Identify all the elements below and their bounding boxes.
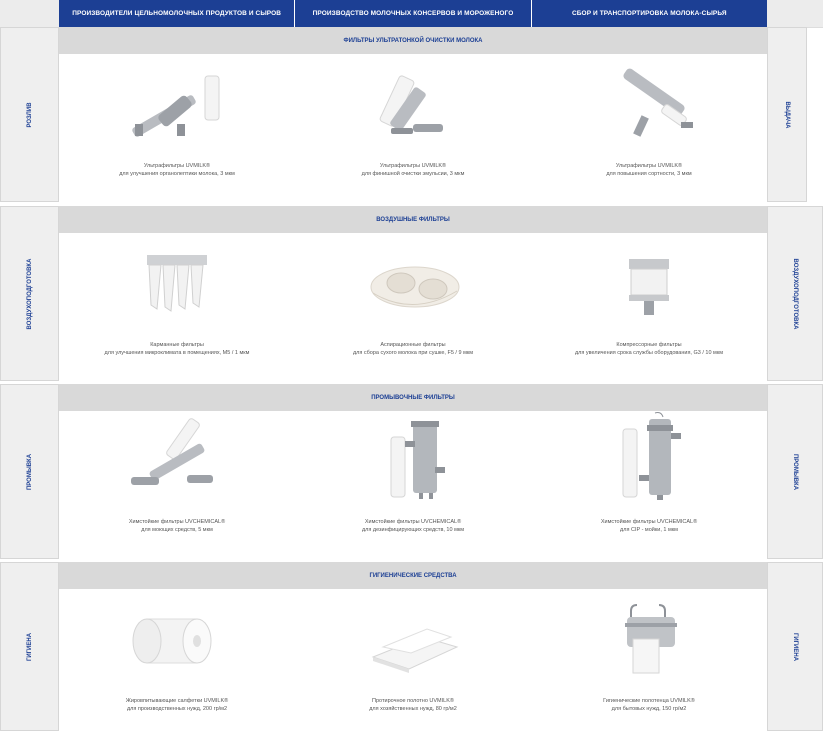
product-desc: для увеличения срока службы оборудования, G3 / 10 мкм: [574, 350, 724, 356]
product-card[interactable]: [295, 411, 531, 559]
product-desc: для улучшения органолептики молока, 3 мкм: [119, 171, 235, 177]
product-card[interactable]: [531, 589, 767, 731]
side-label-text: ГИГИЕНА: [26, 632, 33, 661]
side-label-left: [0, 384, 59, 559]
product-name: Карманные фильтры: [150, 342, 204, 348]
header-corner-left: [0, 0, 59, 28]
side-label-right: [767, 206, 823, 381]
section-title: ГИГИЕНИЧЕСКИЕ СРЕДСТВА: [59, 562, 767, 589]
product-name: Ультрафильтры UVMILK®: [379, 163, 447, 169]
towel-holder-icon: [531, 599, 767, 679]
side-label-left: [0, 206, 59, 381]
side-label-text: РОЗЛИВ: [26, 101, 33, 128]
product-name: Аспирационные фильтры: [380, 342, 446, 348]
y-strainer-icon: [59, 415, 295, 495]
product-card[interactable]: [531, 54, 767, 202]
section-title: ПРОМЫВОЧНЫЕ ФИЛЬТРЫ: [59, 384, 767, 411]
product-card[interactable]: [295, 233, 531, 381]
side-label-text: ПРОМЫВКА: [26, 453, 33, 490]
product-card[interactable]: [531, 233, 767, 381]
product-desc: для CIP - мойки, 1 мкм: [620, 527, 678, 533]
product-name: Протирочное полотно UVMILK®: [372, 698, 454, 704]
side-label-right: [767, 562, 823, 731]
product-desc: для бытовых нужд, 150 гр/м2: [611, 706, 687, 712]
product-desc: для финишной очистки эмульсии, 3 мкм: [361, 171, 465, 177]
product-desc: для моющих средств, 5 мкм: [141, 527, 213, 533]
product-card[interactable]: [295, 54, 531, 202]
product-name: Компрессорные фильтры: [616, 342, 682, 348]
side-label-left: [0, 27, 59, 202]
product-name: Химстойкие фильтры UVCHEMICAL®: [600, 519, 698, 525]
product-desc: для производственных нужд, 200 гр/м2: [126, 706, 228, 712]
product-desc: для дезинфицирующих средств, 10 мкм: [361, 527, 465, 533]
cloth-icon: [295, 607, 531, 687]
product-name: Ультрафильтры UVMILK®: [143, 163, 211, 169]
header-col-transport: СБОР И ТРАНСПОРТИРОВКА МОЛОКА-СЫРЬЯ: [531, 0, 767, 27]
side-label-text: ВОЗДУХОПОДГОТОВКА: [792, 258, 798, 329]
section-title: ВОЗДУШНЫЕ ФИЛЬТРЫ: [59, 206, 767, 233]
product-desc: для улучшения микроклимата в помещениях, M5 / 1 мкм: [104, 350, 250, 356]
header-corner-right: [767, 0, 823, 28]
side-label-text: ВЫДАЧА: [784, 101, 790, 128]
product-name: Ультрафильтры UVMILK®: [615, 163, 683, 169]
y-strainer-icon: [531, 66, 767, 146]
side-label-left: [0, 562, 59, 731]
housing-filter-icon: [531, 411, 767, 491]
y-strainer-icon: [295, 66, 531, 146]
housing-filter-icon: [295, 411, 531, 491]
product-name: Гигиенические полотенца UVMILK®: [603, 698, 695, 704]
y-strainer-icon: [59, 66, 295, 146]
side-label-text: ПРОМЫВКА: [792, 453, 798, 490]
side-label-text: ВОЗДУХОПОДГОТОВКА: [26, 258, 33, 329]
product-card[interactable]: [59, 54, 295, 202]
product-card[interactable]: [59, 411, 295, 559]
product-name: Химстойкие фильтры UVCHEMICAL®: [364, 519, 462, 525]
product-card[interactable]: [59, 233, 295, 381]
product-desc: для хозяйственных нужд, 80 гр/м2: [369, 706, 457, 712]
product-desc: для сбора сухого молока при сушке, F5 / 9 мкм: [352, 350, 474, 356]
bag-filter-icon: [295, 247, 531, 327]
side-label-right: [767, 27, 807, 202]
product-card[interactable]: [295, 589, 531, 731]
product-card[interactable]: [531, 411, 767, 559]
roll-icon: [59, 603, 295, 683]
header-bar: [59, 0, 767, 27]
product-card[interactable]: [59, 589, 295, 731]
header-col-dairy: ПРОИЗВОДИТЕЛИ ЦЕЛЬНОМОЛОЧНЫХ ПРОДУКТОВ И СЫРОВ: [59, 0, 294, 27]
product-desc: для повышения сортности, 3 мкм: [606, 171, 692, 177]
pocket-filter-icon: [59, 247, 295, 327]
section-title: ФИЛЬТРЫ УЛЬТРАТОНКОЙ ОЧИСТКИ МОЛОКА: [59, 27, 767, 54]
product-name: Жировпитывающие салфетки UVMILK®: [125, 698, 229, 704]
header-col-canned: ПРОИЗВОДСТВО МОЛОЧНЫХ КОНСЕРВОВ И МОРОЖЕНОГО: [294, 0, 530, 27]
side-label-text: ГИГИЕНА: [792, 632, 798, 661]
side-label-right: [767, 384, 823, 559]
compressor-filter-icon: [531, 247, 767, 327]
product-name: Химстойкие фильтры UVCHEMICAL®: [128, 519, 226, 525]
